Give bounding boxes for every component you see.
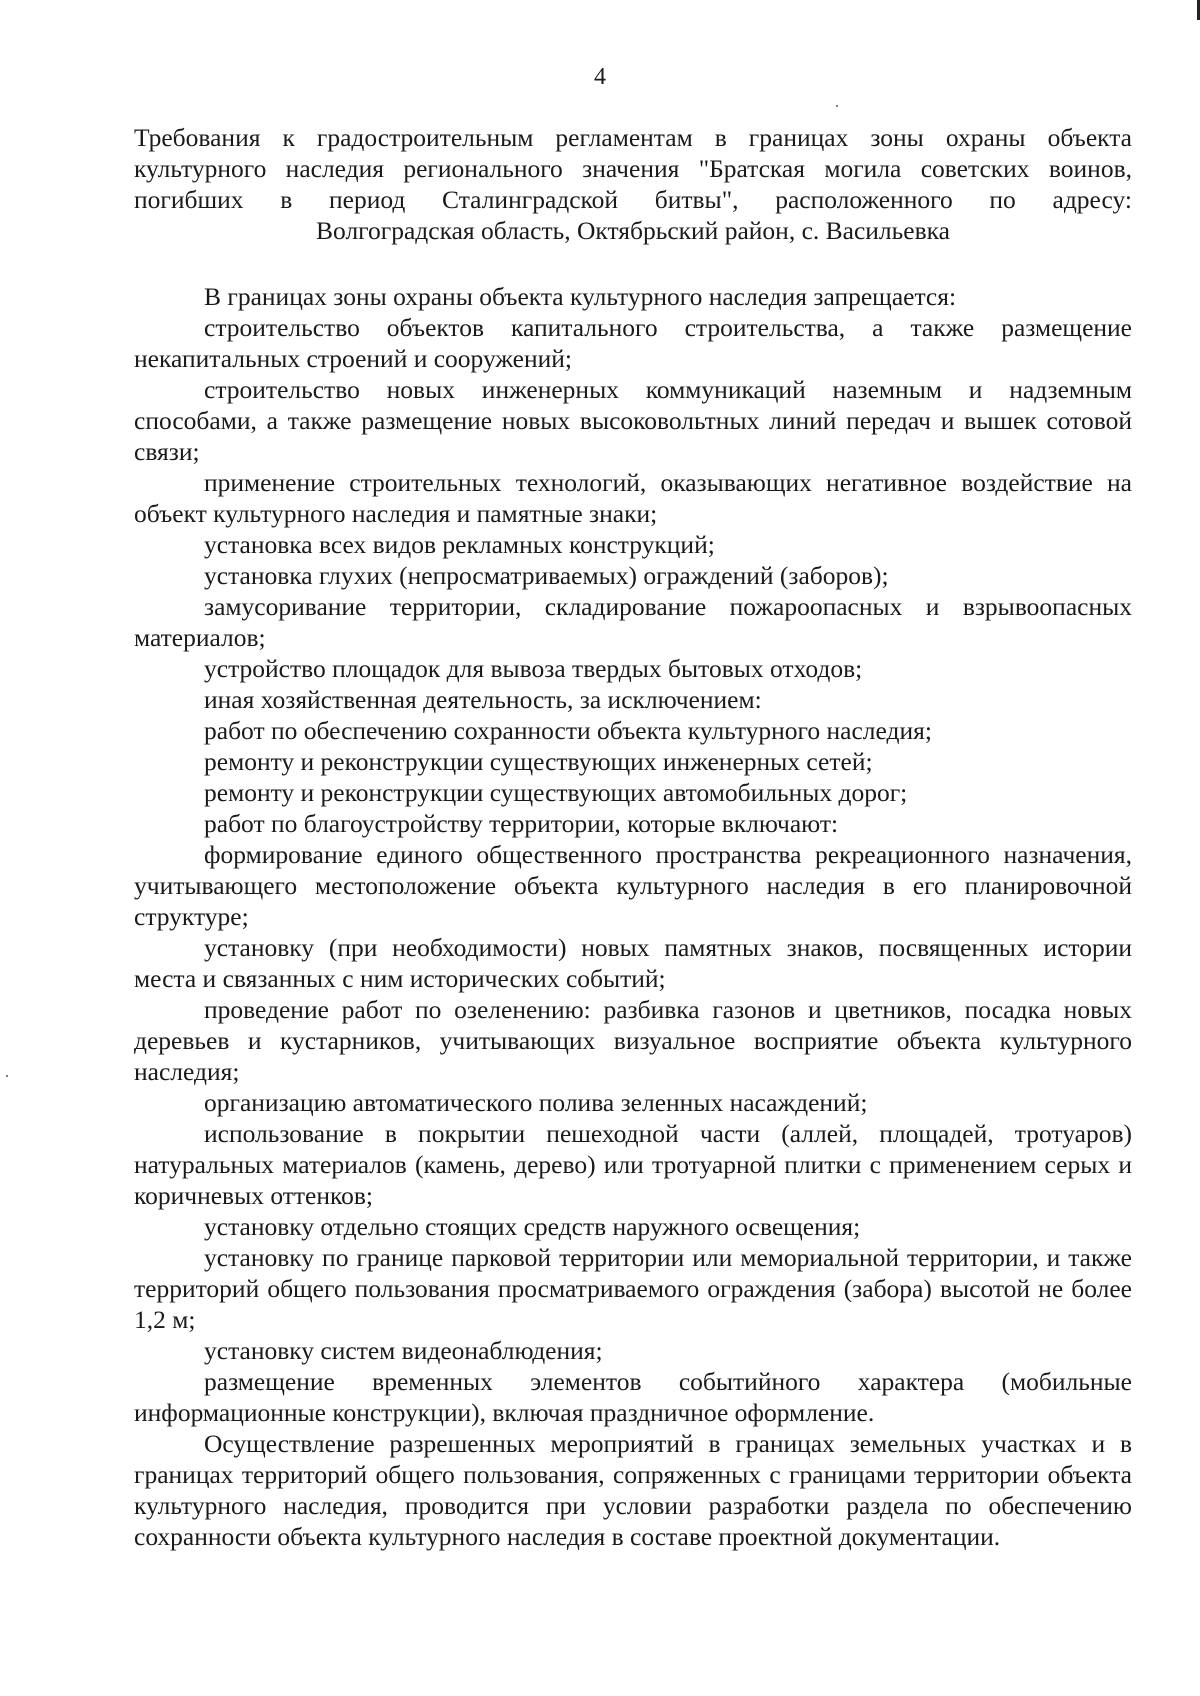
page-number: 4: [594, 64, 606, 90]
document-heading: [134, 122, 1132, 246]
paragraph: ремонту и реконструкции существующих инженерных сетей;: [204, 747, 873, 776]
scan-speck: [6, 1075, 8, 1077]
paragraph: установка глухих (непросматриваемых) ограждений (заборов);: [204, 561, 889, 590]
heading-line: погибших в период Сталинградской битвы", расположенного по адресу:: [134, 185, 1132, 214]
paragraph: строительство новых инженерных коммуникаций наземным и надземным способами, а также размещение новых высоковольтных линий передач и вышек сотовой связи;: [134, 375, 1132, 466]
heading-line: культурного наследия регионального значения "Братская могила советских воинов,: [134, 154, 1132, 183]
paragraph: строительство объектов капитального строительства, а также размещение некапитальных строений и сооружений;: [134, 313, 1132, 373]
paragraph: установку систем видеонаблюдения;: [204, 1336, 603, 1365]
paragraph: В границах зоны охраны объекта культурного наследия запрещается:: [204, 282, 957, 311]
paragraph: применение строительных технологий, оказывающих негативное воздействие на объект культурного наследия и памятные знаки;: [134, 468, 1132, 528]
paragraph: проведение работ по озеленению: разбивка газонов и цветников, посадка новых деревьев и кустарников, учитывающих визуальное восприятие объекта культурного наследия;: [134, 995, 1132, 1086]
paragraph: формирование единого общественного пространства рекреационного назначения, учитывающего местоположение объекта культурного наследия в его планировочной структуре;: [134, 840, 1132, 931]
paragraph: устройство площадок для вывоза твердых бытовых отходов;: [204, 654, 863, 683]
paragraph: работ по благоустройству территории, которые включают:: [204, 809, 839, 838]
document-body: [134, 281, 1132, 1552]
paragraph: использование в покрытии пешеходной части (аллей, площадей, тротуаров) натуральных материалов (камень, дерево) или тротуарной плитки с применением серых и коричневых оттенков;: [134, 1119, 1132, 1210]
paragraph: Осуществление разрешенных мероприятий в границах земельных участках и в границах территорий общего пользования, сопряженных с границами территории объекта культурного наследия, проводится при условии разработки раздела по обеспечению сохранности объекта культурного наследия в составе проектной документации.: [134, 1429, 1132, 1551]
paragraph: организацию автоматического полива зеленных насаждений;: [204, 1088, 868, 1117]
paragraph: установка всех видов рекламных конструкций;: [204, 530, 715, 559]
paragraph: замусоривание территории, складирование пожароопасных и взрывоопасных материалов;: [134, 592, 1132, 652]
paragraph: установку отдельно стоящих средств наружного освещения;: [204, 1212, 861, 1241]
heading-line: Волгоградская область, Октябрьский район, с. Васильевка: [316, 216, 950, 245]
paragraph: ремонту и реконструкции существующих автомобильных дорог;: [204, 778, 908, 807]
paragraph: работ по обеспечению сохранности объекта культурного наследия;: [204, 716, 932, 745]
paragraph: иная хозяйственная деятельность, за исключением:: [204, 685, 762, 714]
scan-speck: [836, 105, 838, 107]
paragraph: размещение временных элементов событийного характера (мобильные информационные конструкции), включая праздничное оформление.: [134, 1367, 1132, 1427]
paragraph: установку по границе парковой территории или мемориальной территории, и также территорий общего пользования просматриваемого ограждения (забора) высотой не более 1,2 м;: [134, 1243, 1132, 1334]
paragraph: установку (при необходимости) новых памятных знаков, посвященных истории места и связанных с ним исторических событий;: [134, 933, 1132, 993]
heading-line: Требования к градостроительным регламентам в границах зоны охраны объекта: [134, 123, 1132, 152]
